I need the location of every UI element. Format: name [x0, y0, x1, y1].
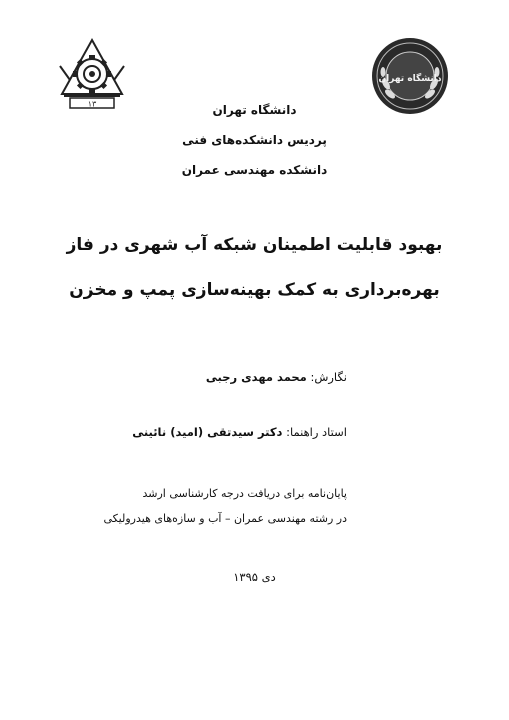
author-line	[206, 370, 347, 384]
author-name: محمد مهدی رجبی	[205, 370, 307, 384]
gear-emblem-icon	[56, 36, 128, 112]
advisor-name: دکتر سیدتقی (امید) نائینی	[132, 425, 283, 439]
faculty-name: دانشکده مهندسی عمران	[181, 163, 328, 177]
seal-text: دانشگاه تهران	[378, 74, 442, 84]
degree-statement: پایان‌نامه برای دریافت درجه کارشناسی ارشد	[142, 487, 347, 500]
field-statement: در رشته مهندسی عمران – آب و سازه‌های هیدرولیکی	[103, 512, 347, 525]
university-name: دانشگاه تهران	[212, 103, 297, 117]
emblem-text: ۱۳	[87, 99, 97, 109]
advisor-line	[132, 425, 347, 439]
advisor-label: استاد راهنما:	[286, 425, 347, 439]
author-label: نگارش:	[310, 370, 347, 384]
campus-name: پردیس دانشکده‌های فنی	[182, 133, 327, 147]
submission-date: دی ۱۳۹۵	[233, 570, 276, 584]
thesis-title-line-2: بهره‌برداری به کمک بهینه‌سازی پمپ و مخزن	[69, 280, 440, 300]
thesis-title-line-1: بهبود قابلیت اطمینان شبکه آب شهری در فاز	[66, 235, 443, 255]
